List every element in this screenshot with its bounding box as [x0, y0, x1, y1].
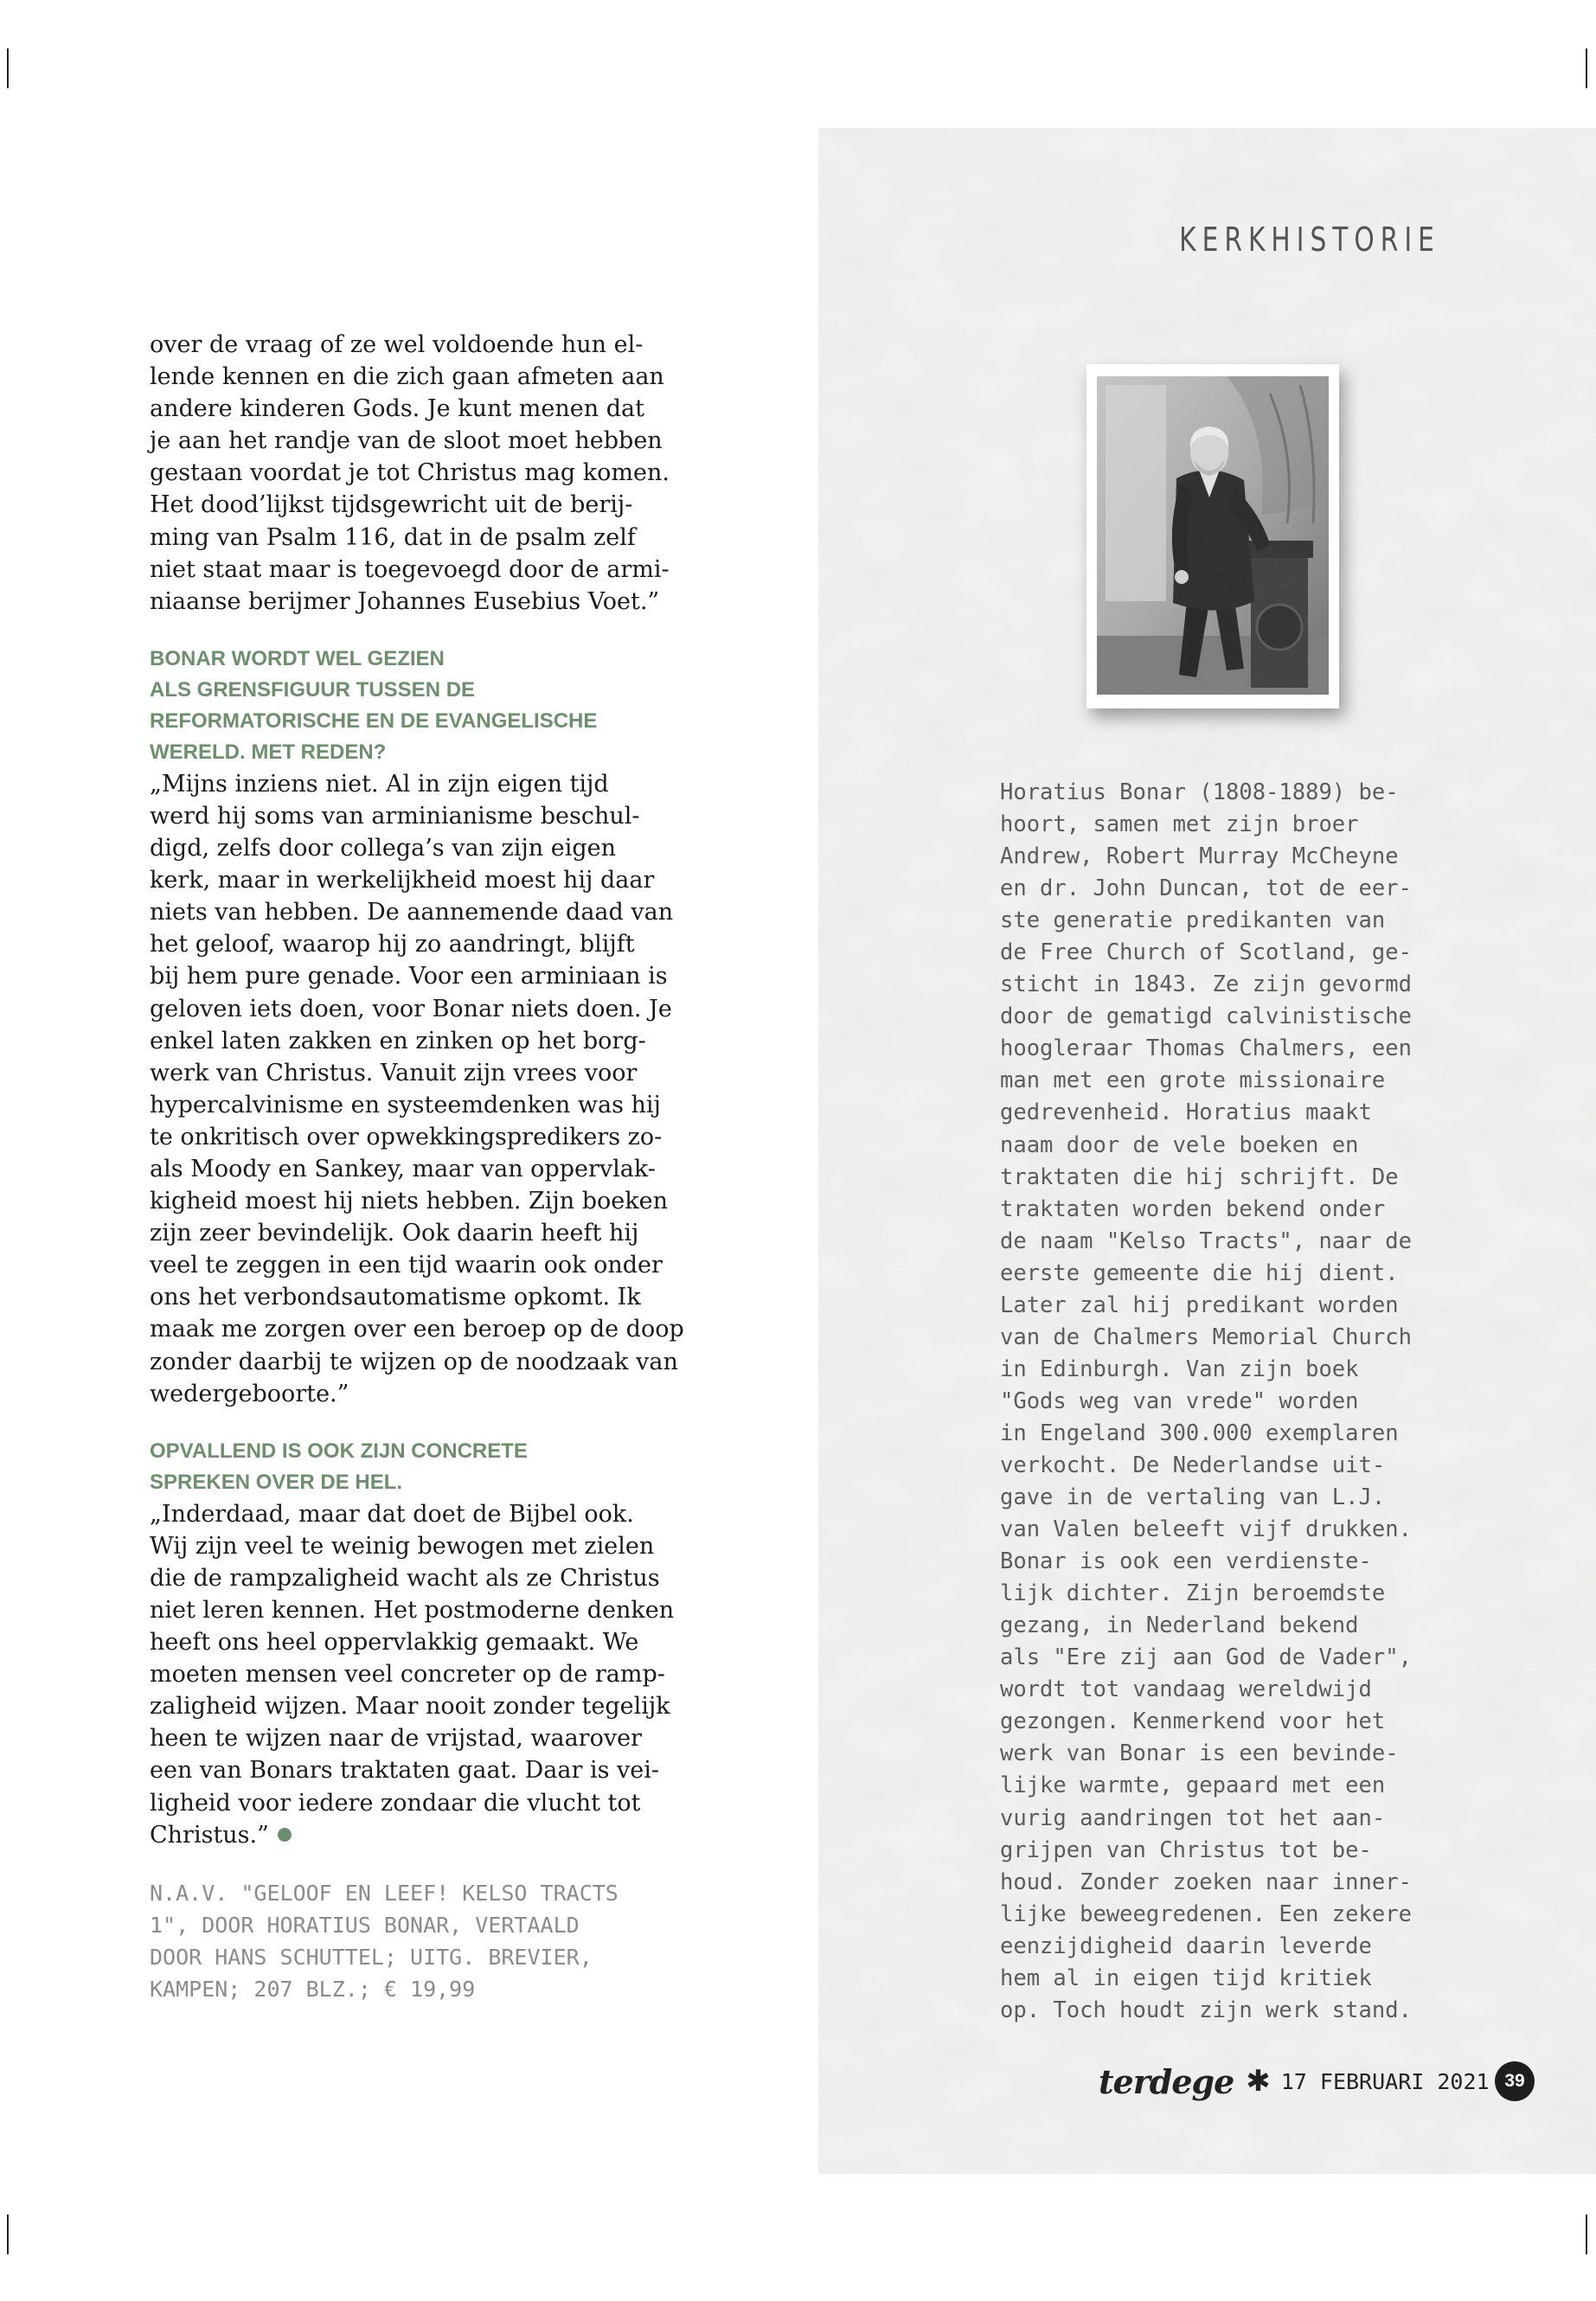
text-line: bij hem pure genade. Voor een arminiaan is	[150, 963, 668, 990]
caption-line: wordt tot vandaag wereldwijd	[1000, 1676, 1372, 1703]
caption-line: houd. Zonder zoeken naar inner-	[1000, 1868, 1412, 1895]
text-line: ligheid voor iedere zondaar die vlucht tot	[150, 1789, 641, 1817]
caption-line: gezang, in Nederland bekend	[1000, 1612, 1359, 1639]
text-line: lende kennen en die zich gaan afmeten aan	[150, 363, 664, 391]
caption-line: traktaten die hij schrijft. De	[1000, 1163, 1399, 1190]
caption-line: eenzijdigheid daarin leverde	[1000, 1932, 1372, 1959]
caption-line: in Edinburgh. Van zijn boek	[1000, 1356, 1359, 1382]
magazine-brand-logo: terdege	[1099, 2061, 1234, 2101]
caption-line: de Free Church of Scotland, ge-	[1000, 939, 1412, 966]
caption-line: ste generatie predikanten van	[1000, 907, 1386, 934]
text-line: niets van hebben. De aannemende daad van	[150, 899, 674, 926]
note-line: 1", DOOR HORATIUS BONAR, VERTAALD	[150, 1912, 580, 1938]
caption-line: grijpen van Christus tot be-	[1000, 1836, 1372, 1863]
text-line: je aan het randje van de sloot moet hebben	[150, 427, 663, 455]
caption-line: hem al in eigen tijd kritiek	[1000, 1965, 1372, 1991]
caption-line: van de Chalmers Memorial Church	[1000, 1324, 1412, 1350]
text-line: Het dood’lijkst tijdsgewricht uit de berij-	[150, 491, 633, 519]
portrait-caption	[1000, 777, 1467, 2027]
text-line: geloven iets doen, voor Bonar niets doen. Je	[150, 995, 672, 1022]
caption-line: gedrevenheid. Horatius maakt	[1000, 1099, 1372, 1126]
note-line: N.A.V. "GELOOF EN LEEF! KELSO TRACTS	[150, 1880, 619, 1906]
note-line: KAMPEN; 207 BLZ.; € 19,99	[150, 1976, 476, 2002]
question-line: BONAR WORDT WEL GEZIEN	[150, 646, 445, 670]
text-line: zonder daarbij te wijzen op de noodzaak van	[150, 1348, 678, 1375]
text-line: „Inderdaad, maar dat doet de Bijbel ook.	[150, 1500, 634, 1528]
portrait-illustration	[1097, 376, 1329, 695]
portrait-photo	[1097, 376, 1329, 695]
book-reference-note	[150, 1877, 673, 2005]
text-line: veel te zeggen in een tijd waarin ook onder	[150, 1252, 663, 1279]
caption-line: en dr. John Duncan, tot de eer-	[1000, 875, 1412, 902]
text-line: Wij zijn veel te weinig bewogen met zielen	[150, 1532, 655, 1560]
page-number: 39	[1495, 2061, 1535, 2101]
caption-line: werk van Bonar is een bevinde-	[1000, 1740, 1399, 1767]
caption-line: hoogleraar Thomas Chalmers, een	[1000, 1035, 1412, 1062]
text-line: moeten mensen veel concreter op de ramp-	[150, 1661, 665, 1689]
text-line: zijn zeer bevindelijk. Ook daarin heeft hij	[150, 1220, 639, 1247]
text-line: niet leren kennen. Het postmoderne denken	[150, 1597, 675, 1624]
paragraph-1	[150, 329, 673, 618]
text-line: hypercalvinisme en systeemdenken was hij	[150, 1091, 661, 1118]
caption-line: gezongen. Kenmerkend voor het	[1000, 1708, 1386, 1735]
caption-line: Andrew, Robert Murray McCheyne	[1000, 843, 1399, 870]
caption-line: "Gods weg van vrede" worden	[1000, 1388, 1359, 1414]
interview-question-1	[150, 644, 673, 768]
crop-mark-bottom-right	[1586, 2214, 1587, 2254]
portrait-photo-frame	[1086, 364, 1339, 708]
page-footer	[1099, 2057, 1531, 2106]
text-line: ming van Psalm 116, dat in de psalm zelf	[150, 523, 636, 551]
caption-line: naam door de vele boeken en	[1000, 1131, 1359, 1158]
text-line: te onkritisch over opwekkingspredikers zo-	[150, 1123, 663, 1150]
caption-line: van Valen beleeft vijf drukken.	[1000, 1516, 1412, 1543]
question-line: WERELD. MET REDEN?	[150, 740, 387, 764]
paragraph-2	[150, 768, 684, 1410]
caption-line: vurig aandringen tot het aan-	[1000, 1804, 1386, 1831]
caption-line: lijke beweegredenen. Een zekere	[1000, 1900, 1412, 1927]
caption-line: verkocht. De Nederlandse uit-	[1000, 1452, 1386, 1478]
text-line: enkel laten zakken en zinken op het borg-	[150, 1027, 646, 1054]
text-line	[150, 1819, 673, 1851]
caption-line: Horatius Bonar (1808-1889) be-	[1000, 779, 1399, 805]
text-line: niet staat maar is toegevoegd door de armi-	[150, 555, 670, 583]
caption-line: sticht in 1843. Ze zijn gevormd	[1000, 971, 1412, 998]
text-line: wedergeboorte.”	[150, 1380, 349, 1407]
text-line: kigheid moest hij niets hebben. Zijn boeken	[150, 1188, 668, 1215]
caption-line: lijk dichter. Zijn beroemdste	[1000, 1580, 1386, 1607]
text-line: digd, zelfs door collega’s van zijn eigen	[150, 835, 617, 862]
paragraph-3	[150, 1498, 673, 1851]
issue-date: 17 FEBRUARI 2021	[1280, 2068, 1490, 2094]
question-line: SPREKEN OVER DE HEL.	[150, 1470, 403, 1494]
text-line: werk van Christus. Vanuit zijn vrees voor	[150, 1059, 638, 1086]
text-line: het geloof, waarop hij zo aandringt, blijft	[150, 931, 635, 958]
end-of-article-bullet-icon	[278, 1828, 292, 1842]
text-line: „Mijns inziens niet. Al in zijn eigen tijd	[150, 770, 609, 798]
text-line: een van Bonars traktaten gaat. Daar is vei-	[150, 1757, 660, 1785]
article-left-column	[150, 329, 684, 2005]
caption-line: door de gematigd calvinistische	[1000, 1003, 1412, 1030]
text-line: als Moody en Sankey, maar van oppervlak-	[150, 1155, 656, 1183]
section-label: KERKHISTORIE	[1179, 221, 1440, 259]
text-line: ons het verbondsautomatisme opkomt. Ik	[150, 1284, 641, 1311]
caption-line: in Engeland 300.000 exemplaren	[1000, 1420, 1399, 1446]
asterisk-icon: ✱	[1246, 2064, 1271, 2099]
text-line: niaanse berijmer Johannes Eusebius Voet.”	[150, 587, 660, 615]
text-line: die de rampzaligheid wacht als ze Christus	[150, 1564, 660, 1592]
caption-line: lijke warmte, gepaard met een	[1000, 1772, 1386, 1799]
crop-mark-top-right	[1586, 48, 1587, 88]
text-line: werd hij soms van arminianisme beschul-	[150, 802, 640, 830]
caption-line: gave in de vertaling van L.J.	[1000, 1484, 1386, 1511]
text-line: maak me zorgen over een beroep op de doop	[150, 1316, 684, 1343]
caption-line: Bonar is ook een verdienste-	[1000, 1548, 1372, 1575]
text-line: heeft ons heel oppervlakkig gemaakt. We	[150, 1629, 639, 1657]
text-line: gestaan voordat je tot Christus mag komen.	[150, 459, 670, 487]
question-line: OPVALLEND IS OOK ZIJN CONCRETE	[150, 1439, 528, 1463]
question-line: REFORMATORISCHE EN DE EVANGELISCHE	[150, 708, 598, 733]
question-line: ALS GRENSFIGUUR TUSSEN DE	[150, 677, 476, 702]
caption-line: traktaten worden bekend onder	[1000, 1195, 1386, 1222]
caption-line: eerste gemeente die hij dient.	[1000, 1259, 1399, 1286]
text-line-end: Christus.”	[150, 1821, 269, 1849]
text-line: zaligheid wijzen. Maar nooit zonder tegelijk	[150, 1693, 670, 1721]
crop-mark-top-left	[7, 48, 9, 88]
caption-line: op. Toch houdt zijn werk stand.	[1000, 1997, 1412, 2023]
crop-mark-bottom-left	[7, 2214, 9, 2254]
text-line: heen te wijzen naar de vrijstad, waarover	[150, 1725, 642, 1753]
interview-question-2	[150, 1436, 673, 1498]
caption-line: Later zal hij predikant worden	[1000, 1292, 1399, 1318]
text-line: kerk, maar in werkelijkheid moest hij daar	[150, 867, 655, 894]
caption-line: hoort, samen met zijn broer	[1000, 811, 1359, 838]
text-line: andere kinderen Gods. Je kunt menen dat	[150, 395, 644, 423]
caption-line: de naam "Kelso Tracts", naar de	[1000, 1227, 1412, 1254]
caption-line: als "Ere zij aan God de Vader",	[1000, 1644, 1412, 1671]
caption-line: man met een grote missionaire	[1000, 1067, 1386, 1094]
note-line: DOOR HANS SCHUTTEL; UITG. BREVIER,	[150, 1944, 593, 1970]
text-line: over de vraag of ze wel voldoende hun el-	[150, 331, 644, 358]
